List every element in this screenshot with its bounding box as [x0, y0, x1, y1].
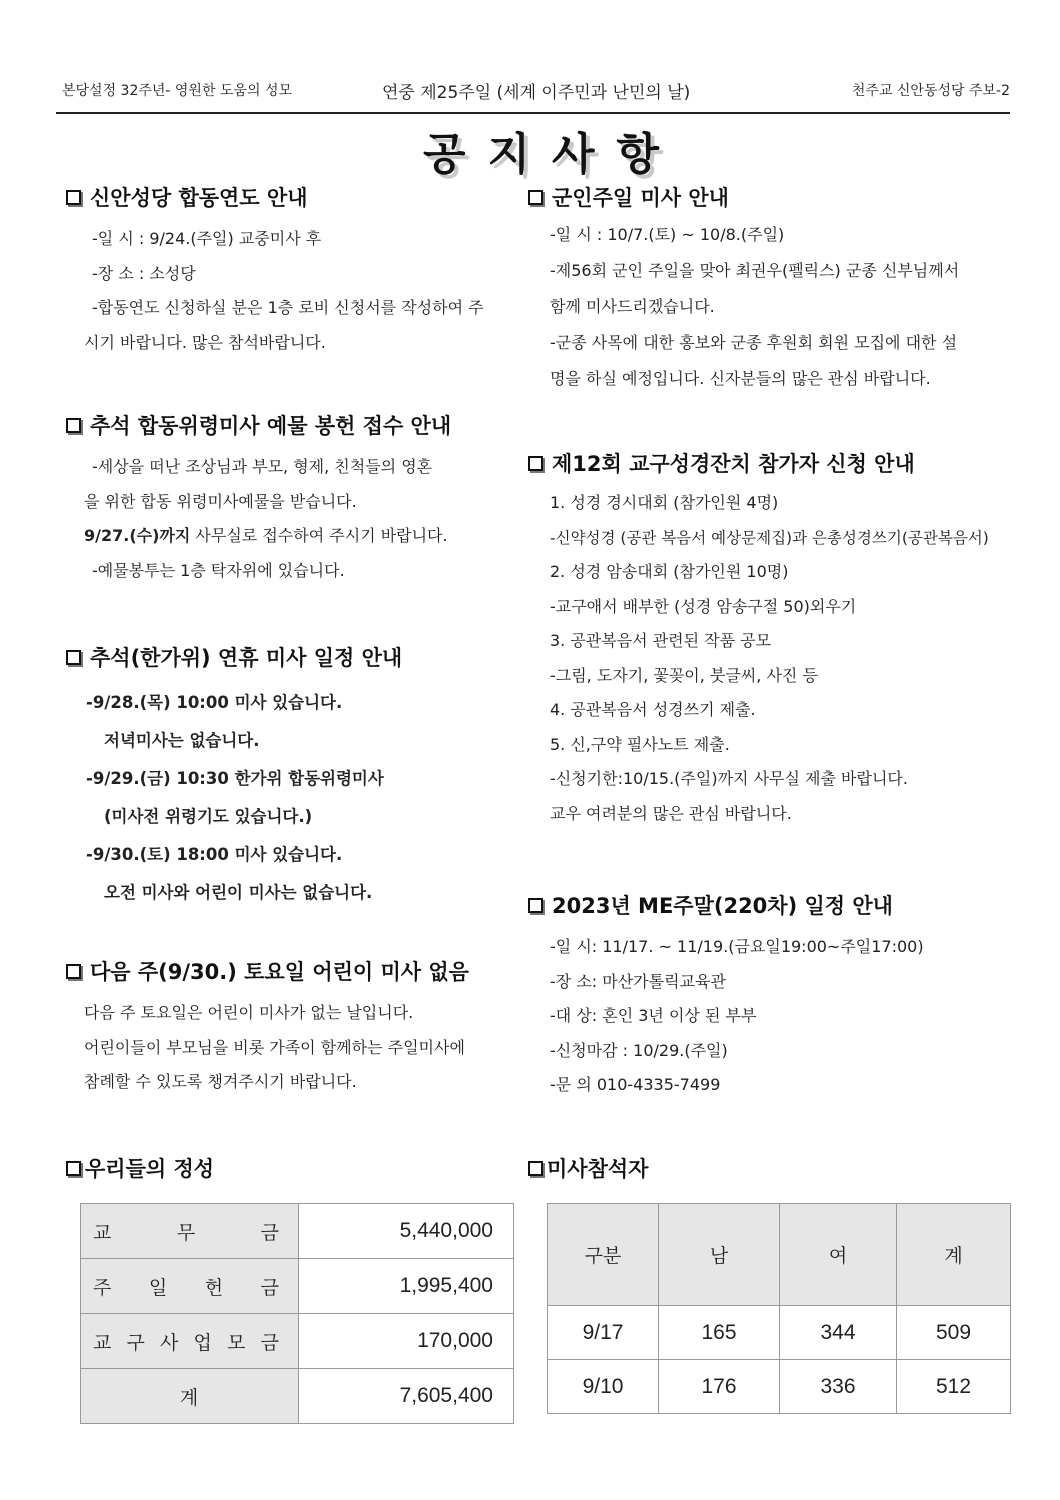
offering-label	[81, 1204, 299, 1259]
offering-total-label: 계	[81, 1369, 299, 1424]
page-title: 공지사항	[422, 129, 681, 180]
section-title: 제12회 교구성경잔치 참가자 신청 안내	[552, 452, 915, 476]
text-line: -일 시 : 10/7.(토) ~ 10/8.(주일)	[550, 225, 785, 244]
text-line: -그림, 도자기, 꽃꽂이, 붓글씨, 사진 등	[550, 665, 818, 685]
offering-value: 170,000	[299, 1314, 514, 1369]
label-char: 금	[260, 1277, 279, 1299]
label-char: 금	[260, 1222, 279, 1244]
section-chuseok-schedule	[66, 642, 536, 912]
section-me-weekend	[528, 890, 998, 1103]
table-cell: 509	[897, 1306, 1011, 1360]
label-char: 금	[260, 1332, 279, 1354]
section-heading	[528, 448, 998, 478]
table-row	[548, 1360, 1011, 1414]
section-title: 우리들의 정성	[85, 1157, 215, 1181]
text-line	[66, 519, 536, 554]
text-line: 을 위한 합동 위령미사예물을 받습니다.	[84, 491, 357, 511]
table-row	[548, 1306, 1011, 1360]
checkbox-bullet-icon	[528, 456, 543, 471]
deadline-date: 9/27.(수)까지	[84, 526, 191, 545]
text-line: 오전 미사와 어린이 미사는 없습니다.	[104, 883, 373, 902]
section-heading	[66, 1153, 536, 1183]
offering-total-value: 7,605,400	[299, 1369, 514, 1424]
checkbox-bullet-icon	[66, 964, 81, 979]
text-line: 4. 공관복음서 성경쓰기 제출.	[550, 700, 756, 719]
section-title: 추석 합동위령미사 예물 봉헌 접수 안내	[90, 414, 452, 438]
text-line: (미사전 위령기도 있습니다.)	[104, 807, 313, 826]
bulletin-header	[56, 78, 1010, 114]
text-line: -문 의 010-4335-7499	[550, 1075, 721, 1094]
text-line: 다음 주 토요일은 어린이 미사가 없는 날입니다.	[84, 1003, 414, 1022]
section-heading	[528, 182, 998, 212]
table-row	[81, 1204, 514, 1259]
text-line: 참례할 수 있도록 챙겨주시기 바랍니다.	[84, 1072, 357, 1091]
offering-label	[81, 1314, 299, 1369]
text-line: -장 소 : 소성당	[92, 263, 196, 283]
text-line: 3. 공관복음서 관련된 작품 공모	[550, 631, 772, 650]
text-line: -9/29.(금) 10:30 한가위 합동위령미사	[86, 769, 384, 788]
text-line: -대 상: 혼인 3년 이상 된 부부	[550, 1006, 757, 1025]
section-heading	[528, 1153, 998, 1183]
label-char: 주	[93, 1277, 112, 1299]
section-attendance	[528, 1153, 998, 1183]
table-row	[81, 1369, 514, 1424]
text-line: 교우 여려분의 많은 관심 바랍니다.	[550, 803, 792, 823]
table-cell: 512	[897, 1360, 1011, 1414]
text-line: 2. 성경 암송대회 (참가인원 10명)	[550, 562, 789, 581]
section-heading	[66, 182, 536, 212]
offering-label	[81, 1259, 299, 1314]
section-title: 신안성당 합동연도 안내	[90, 186, 308, 210]
section-title: 미사참석자	[547, 1157, 649, 1181]
text-line: -일 시 : 9/24.(주일) 교중미사 후	[92, 229, 322, 248]
deadline-text: 사무실로 접수하여 주시기 바랍니다.	[190, 526, 448, 545]
section-offerings	[66, 1153, 536, 1183]
checkbox-bullet-icon	[66, 1161, 81, 1176]
checkbox-bullet-icon	[528, 190, 543, 205]
label-char: 구	[126, 1332, 145, 1354]
attendance-table	[547, 1203, 1011, 1414]
header-cell: 계	[897, 1204, 1011, 1306]
table-header-row	[548, 1204, 1011, 1306]
text-line: -신청마감 : 10/29.(주일)	[550, 1040, 728, 1060]
section-title: 2023년 ME주말(220차) 일정 안내	[552, 894, 893, 918]
checkbox-bullet-icon	[66, 650, 81, 665]
table-cell: 344	[780, 1306, 897, 1360]
text-line: 어린이들이 부모님을 비롯 가족이 함께하는 주일미사에	[84, 1037, 465, 1057]
header-center: 연중 제25주일 (세계 이주민과 난민의 날)	[382, 83, 691, 103]
label-char: 무	[176, 1222, 196, 1244]
text-line: 명을 하실 예정입니다. 신자분들의 많은 관심 바랍니다.	[550, 368, 931, 388]
label-char: 교	[93, 1222, 112, 1244]
section-title: 군인주일 미사 안내	[552, 186, 729, 210]
text-line: 5. 신,구약 필사노트 제출.	[550, 734, 730, 754]
table-cell: 336	[780, 1360, 897, 1414]
table-row	[81, 1314, 514, 1369]
checkbox-bullet-icon	[528, 898, 543, 913]
text-line: -예물봉투는 1층 탁자위에 있습니다.	[92, 560, 345, 580]
section-heading	[66, 642, 536, 672]
text-line: -군종 사목에 대한 홍보와 군종 후원회 회원 모집에 대한 설	[550, 332, 958, 352]
table-cell: 165	[659, 1306, 780, 1360]
checkbox-bullet-icon	[528, 1161, 543, 1176]
section-heading	[66, 410, 536, 440]
header-cell: 구분	[548, 1204, 659, 1306]
label-char: 업	[193, 1332, 212, 1354]
header-right: 천주교 신안동성당 주보-2	[851, 83, 1010, 99]
section-no-kids-mass	[66, 956, 536, 1100]
label-char: 사	[160, 1332, 179, 1354]
text-line: -교구애서 배부한 (성경 암송구절 50)외우기	[550, 596, 857, 616]
header-cell: 남	[659, 1204, 780, 1306]
text-line: -제56회 군인 주일을 맞아 최권우(펠릭스) 군종 신부님께서	[550, 260, 960, 280]
label-char: 교	[93, 1332, 112, 1354]
text-line: -신약성경 (공관 복음서 예상문제집)과 은총성경쓰기(공관복음서)	[550, 528, 989, 547]
text-line: -9/30.(토) 18:00 미사 있습니다.	[86, 845, 343, 864]
table-row	[81, 1259, 514, 1314]
text-line: -합동연도 신청하실 분은 1층 로비 신청서를 작성하여 주	[92, 298, 484, 317]
checkbox-bullet-icon	[66, 190, 81, 205]
section-heading	[528, 890, 998, 920]
section-chuseok-offering	[66, 410, 536, 588]
section-heading	[66, 956, 536, 986]
text-line: 저녁미사는 없습니다.	[104, 731, 260, 750]
header-cell: 여	[780, 1204, 897, 1306]
section-title: 다음 주(9/30.) 토요일 어린이 미사 없음	[90, 960, 469, 984]
section-military-sunday	[528, 182, 998, 397]
text-line: -장 소: 마산가톨릭교육관	[550, 971, 726, 991]
text-line: 1. 성경 경시대회 (참가인원 4명)	[550, 493, 779, 512]
section-title: 추석(한가위) 연휴 미사 일정 안내	[90, 646, 403, 670]
text-line: -세상을 떠난 조상님과 부모, 형제, 친척들의 영혼	[92, 457, 433, 476]
table-cell: 176	[659, 1360, 780, 1414]
offering-value: 5,440,000	[299, 1204, 514, 1259]
text-line: -일 시: 11/17. ~ 11/19.(금요일19:00~주일17:00)	[550, 937, 924, 956]
offerings-table	[80, 1203, 514, 1424]
text-line: 함께 미사드리겠습니다.	[550, 296, 715, 316]
section-joint-prayer	[66, 182, 536, 360]
text-line: 시기 바랍니다. 많은 참석바랍니다.	[84, 332, 326, 352]
checkbox-bullet-icon	[66, 418, 81, 433]
text-line: -9/28.(목) 10:00 미사 있습니다.	[86, 693, 343, 712]
label-char: 모	[227, 1332, 246, 1354]
table-cell: 9/10	[548, 1360, 659, 1414]
label-char: 일	[148, 1277, 168, 1299]
table-cell: 9/17	[548, 1306, 659, 1360]
text-line: -신청기한:10/15.(주일)까지 사무실 제출 바랍니다.	[550, 769, 908, 788]
offering-value: 1,995,400	[299, 1259, 514, 1314]
section-bible-festival	[528, 448, 998, 831]
header-left: 본당설정 32주년- 영원한 도움의 성모	[62, 83, 293, 99]
label-char: 헌	[204, 1277, 224, 1299]
